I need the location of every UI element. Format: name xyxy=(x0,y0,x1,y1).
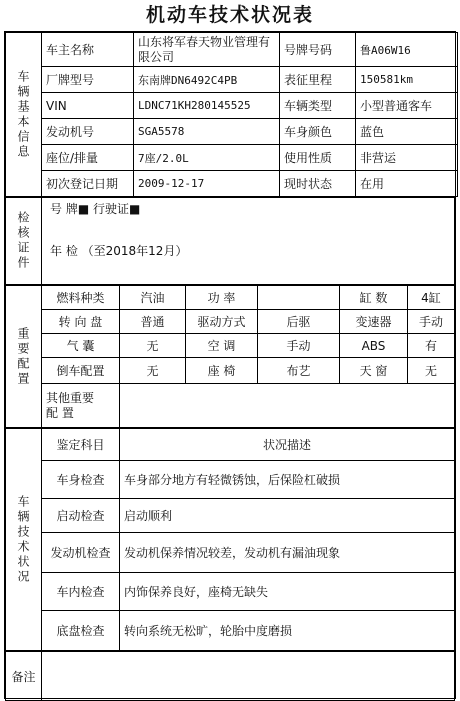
basic-row xyxy=(6,171,458,197)
section-label-status: 车辆技术状况 xyxy=(6,429,42,651)
status-desc: 发动机保养情况较差，发动机有漏油现象 xyxy=(120,533,455,573)
field-label: 现时状态 xyxy=(280,171,356,197)
config-row-other xyxy=(6,384,455,428)
config-label: ABS xyxy=(340,334,408,358)
field-label: VIN xyxy=(42,93,134,119)
field-value: 非营运 xyxy=(356,145,458,171)
inspection-line-plate-license: 号 牌■ 行驶证■ xyxy=(50,202,141,216)
status-row xyxy=(6,533,455,573)
section-label-inspection: 检核证件 xyxy=(6,198,42,285)
config-label: 气 囊 xyxy=(42,334,120,358)
basic-info-table xyxy=(5,32,458,197)
status-row xyxy=(6,611,455,651)
config-value: 无 xyxy=(408,358,455,384)
config-label: 功 率 xyxy=(186,286,258,310)
config-label: 缸 数 xyxy=(340,286,408,310)
config-label-other: 其他重要 配 置 xyxy=(42,384,120,428)
status-item: 车身检查 xyxy=(42,461,120,499)
basic-row xyxy=(6,67,458,93)
field-label: 发动机号 xyxy=(42,119,134,145)
config-value: 无 xyxy=(120,334,186,358)
config-value: 有 xyxy=(408,334,455,358)
inspection-line-annual: 年 检 （至2018年12月） xyxy=(50,244,188,258)
remarks-value xyxy=(42,652,455,701)
status-item: 启动检查 xyxy=(42,499,120,533)
basic-row xyxy=(6,119,458,145)
field-label: 厂牌型号 xyxy=(42,67,134,93)
field-label: 使用性质 xyxy=(280,145,356,171)
config-label: 驱动方式 xyxy=(186,310,258,334)
basic-row xyxy=(6,33,458,67)
config-label: 空 调 xyxy=(186,334,258,358)
status-desc: 启动顺利 xyxy=(120,499,455,533)
field-value: 150581km xyxy=(356,67,458,93)
field-value: SGA5578 xyxy=(134,119,280,145)
status-table xyxy=(5,428,455,651)
field-value: 小型普通客车 xyxy=(356,93,458,119)
field-value: LDNC71KH280145525 xyxy=(134,93,280,119)
vehicle-status-sheet xyxy=(4,31,456,699)
field-value: 山东将军春天物业管理有限公司 xyxy=(134,33,280,67)
status-desc: 转向系统无松旷，轮胎中度磨损 xyxy=(120,611,455,651)
config-label: 天 窗 xyxy=(340,358,408,384)
status-row xyxy=(6,499,455,533)
config-value: 布艺 xyxy=(258,358,340,384)
field-label: 座位/排量 xyxy=(42,145,134,171)
config-row xyxy=(6,310,455,334)
field-value: 蓝色 xyxy=(356,119,458,145)
field-label: 车身颜色 xyxy=(280,119,356,145)
basic-row xyxy=(6,145,458,171)
field-value: 在用 xyxy=(356,171,458,197)
field-value: 鲁A06W16 xyxy=(356,33,458,67)
status-header-item: 鉴定科目 xyxy=(42,429,120,461)
config-value: 无 xyxy=(120,358,186,384)
config-table xyxy=(5,285,455,428)
config-value: 普通 xyxy=(120,310,186,334)
config-label: 座 椅 xyxy=(186,358,258,384)
config-row xyxy=(6,334,455,358)
field-label: 号牌号码 xyxy=(280,33,356,67)
config-value: 后驱 xyxy=(258,310,340,334)
field-label: 车主名称 xyxy=(42,33,134,67)
field-value: 2009-12-17 xyxy=(134,171,280,197)
status-desc: 车身部分地方有轻微锈蚀，后保险杠破损 xyxy=(120,461,455,499)
page-title: 机动车技术状况表 xyxy=(145,4,314,26)
config-label: 燃料种类 xyxy=(42,286,120,310)
config-value-other xyxy=(120,384,455,428)
status-item: 车内检查 xyxy=(42,573,120,611)
status-row xyxy=(6,461,455,499)
inspection-table xyxy=(5,197,455,285)
field-label: 初次登记日期 xyxy=(42,171,134,197)
status-item: 底盘检查 xyxy=(42,611,120,651)
section-label-basic: 车辆基本信息 xyxy=(6,33,42,197)
status-desc: 内饰保养良好，座椅无缺失 xyxy=(120,573,455,611)
field-value: 东南牌DN6492C4PB xyxy=(134,67,280,93)
config-label: 转 向 盘 xyxy=(42,310,120,334)
config-value xyxy=(258,286,340,310)
status-row xyxy=(6,573,455,611)
config-row xyxy=(6,286,455,310)
config-value: 手动 xyxy=(258,334,340,358)
status-header-desc: 状况描述 xyxy=(120,429,455,461)
status-item: 发动机检查 xyxy=(42,533,120,573)
field-value: 7座/2.0L xyxy=(134,145,280,171)
field-label: 表征里程 xyxy=(280,67,356,93)
section-label-config: 重要配置 xyxy=(6,286,42,428)
config-value: 汽油 xyxy=(120,286,186,310)
config-label: 变速器 xyxy=(340,310,408,334)
config-value: 4缸 xyxy=(408,286,455,310)
remarks-table xyxy=(5,651,455,701)
remarks-label: 备注 xyxy=(6,652,42,701)
field-label: 车辆类型 xyxy=(280,93,356,119)
basic-row xyxy=(6,93,458,119)
config-value: 手动 xyxy=(408,310,455,334)
config-label: 倒车配置 xyxy=(42,358,120,384)
config-row xyxy=(6,358,455,384)
status-header-row xyxy=(6,429,455,461)
